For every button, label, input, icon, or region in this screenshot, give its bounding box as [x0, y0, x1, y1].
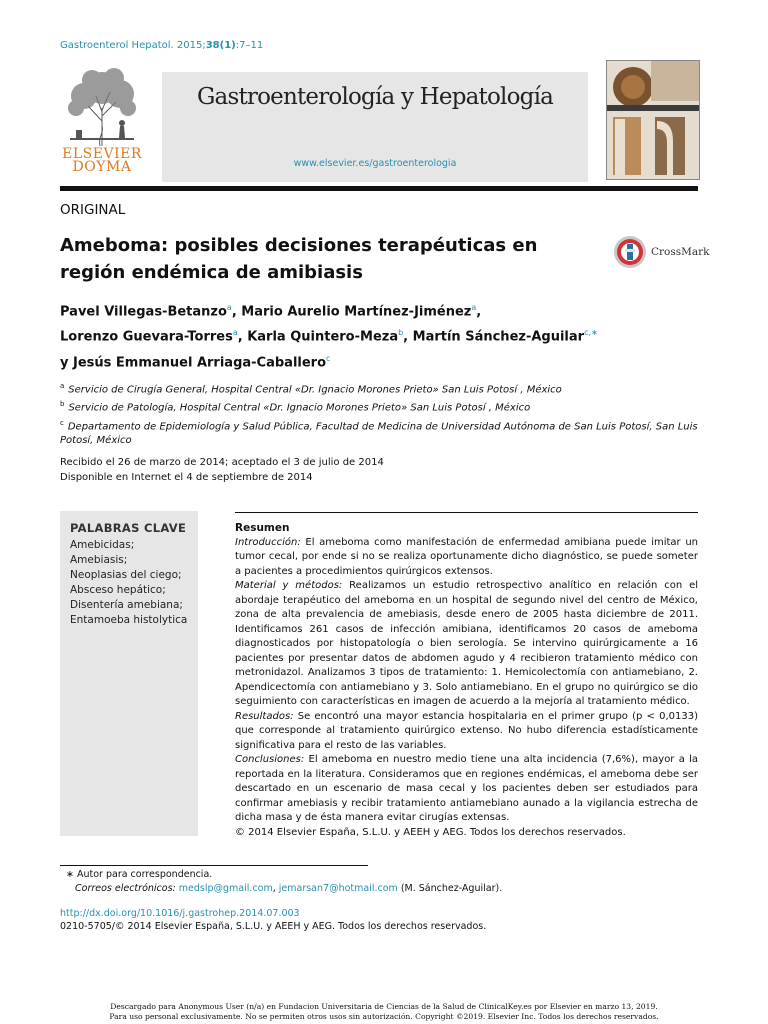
abstract-section-label: Material y métodos:: [235, 580, 343, 591]
abstract-section-label: Resultados:: [235, 710, 294, 722]
crossmark-label: CrossMark: [651, 246, 710, 258]
author-name: Lorenzo Guevara-Torres: [60, 329, 233, 345]
affiliation-mark: a: [60, 382, 65, 390]
download-notice-line: Para uso personal exclusivamente. No se permiten otros usos sin autorización. Copyright ©2019. Elsevier Inc. Todos los derechos reservados.: [109, 1012, 659, 1021]
author-affiliation-mark[interactable]: a: [471, 303, 477, 312]
abstract-section-text: El ameboma como manifestación de enfermedad amibiana puede imitar un tumor cecal, por ende si no se realiza oportunamente dicho diagnóstico, se puede someter a pacientes a procedimientos quirúrgicos extensos.: [235, 536, 698, 577]
abstract-section-label: Introducción:: [235, 536, 301, 548]
affiliation-item: [60, 397, 700, 415]
affiliation-list: [60, 379, 700, 448]
keywords-list: [70, 538, 198, 628]
author-affiliation-mark[interactable]: a: [232, 328, 238, 338]
author-name: Mario Aurelio Martínez-Jiménez: [241, 304, 472, 320]
journal-banner: [162, 72, 588, 182]
citation-text: Gastroenterol Hepatol. 2015;: [60, 40, 206, 51]
journal-cover-image: [606, 60, 700, 180]
affiliation-text: Servicio de Cirugía General, Hospital Central «Dr. Ignacio Morones Prieto» San Luis Potosí , México: [68, 384, 562, 396]
abstract-section: [235, 579, 698, 710]
author-affiliation-mark[interactable]: a: [226, 303, 232, 312]
publisher-line2: DOYMA: [72, 159, 132, 175]
correspondence-footnote: [60, 868, 700, 896]
doi-link[interactable]: http://dx.doi.org/10.1016/j.gastrohep.2014.07.003: [60, 908, 300, 919]
keyword-item: Amebiasis;: [70, 554, 128, 566]
publisher-line1: ELSEVIER: [62, 146, 142, 162]
email-suffix: (M. Sánchez-Aguilar).: [397, 883, 503, 894]
article-dates: [60, 455, 384, 485]
affiliation-item: [60, 379, 700, 397]
abstract-rule: [235, 512, 698, 513]
affiliation-text: Servicio de Patología, Hospital Central «Dr. Ignacio Morones Prieto» San Luis Potosí , México: [68, 402, 531, 414]
author-list: [60, 297, 660, 373]
author-affiliation-mark[interactable]: c,∗: [584, 328, 598, 338]
email-line: [60, 882, 700, 896]
author-separator: ,: [476, 304, 482, 320]
abstract-section: [235, 536, 698, 580]
affiliation-item: [60, 416, 700, 448]
abstract-section: [235, 753, 698, 826]
article-section: ORIGINAL: [60, 202, 126, 218]
citation-pages: :7–11: [235, 40, 264, 51]
received-date: Recibido el 26 de marzo de 2014; aceptado el 3 de julio de 2014: [60, 457, 384, 468]
abstract-section-label: Conclusiones:: [235, 754, 305, 765]
email-label: Correos electrónicos:: [75, 883, 176, 894]
journal-url-link[interactable]: www.elsevier.es/gastroenterologia: [293, 158, 457, 169]
keyword-item: Entamoeba histolytica: [70, 614, 188, 626]
keywords-panel: [60, 511, 198, 836]
keyword-item: Neoplasias del ciego;: [70, 569, 182, 581]
footnote-rule: [60, 865, 368, 866]
email-separator: ,: [272, 883, 279, 894]
abstract-copyright: © 2014 Elsevier España, S.L.U. y AEEH y AEG. Todos los derechos reservados.: [235, 826, 626, 838]
affiliation-text: Departamento de Epidemiología y Salud Pública, Facultad de Medicina de Universidad Autónoma de San Luis Potosí, San Luis Potosí, México: [60, 420, 698, 446]
author-separator: ,: [403, 329, 413, 345]
author-affiliation-mark[interactable]: b: [398, 328, 404, 338]
abstract-block: [235, 521, 698, 840]
abstract-section: [235, 710, 698, 754]
publisher-name: [58, 148, 146, 174]
download-notice-line: Descargado para Anonymous User (n/a) en Fundacion Universitaria de Ciencias de la Salud de ClinicalKey.es por Elsevier en marzo 13, 2019.: [110, 1002, 658, 1011]
author-separator: ,: [231, 304, 242, 320]
keyword-item: Amebicidas;: [70, 539, 135, 551]
header-rule: [60, 186, 698, 191]
issn-line: 0210-5705/© 2014 Elsevier España, S.L.U. y AEEH y AEG. Todos los derechos reservados.: [60, 921, 487, 932]
crossmark-badge[interactable]: [613, 235, 710, 269]
author-separator: ,: [237, 329, 248, 345]
crossmark-icon: [613, 235, 647, 269]
email-link[interactable]: medslp@gmail.com: [178, 883, 273, 894]
citation-volume: 38(1): [205, 40, 236, 51]
article-title: Ameboma: posibles decisiones terapéuticas en región endémica de amibiasis: [60, 235, 538, 283]
download-notice: [0, 1002, 768, 1022]
keyword-item: Disentería amebiana;: [70, 599, 183, 611]
keyword-item: Absceso hepático;: [70, 584, 166, 596]
author-name: Martín Sánchez-Aguilar: [412, 329, 585, 345]
journal-title: Gastroenterología y Hepatología: [196, 84, 554, 110]
correspondence-note: ∗ Autor para correspondencia.: [66, 869, 213, 880]
journal-citation[interactable]: [60, 40, 263, 51]
author-affiliation-mark[interactable]: c: [326, 353, 331, 363]
affiliation-mark: c: [60, 418, 64, 427]
abstract-section-text: El ameboma en nuestro medio tiene una alta incidencia (7,6%), mayor a la reportada en la literatura. Consideramos que en regiones endémicas, el ameboma debe ser descartado en un escenario de masa cecal y los pacientes deben ser estudiados para confirmar amebiasis y recibir tratamiento antiamebiano aunado a la vigilancia estrecha de dicha masa y de ésta manera evitar cirugías extensas.: [235, 754, 698, 823]
tree-icon: [58, 66, 146, 148]
email-link[interactable]: jemarsan7@hotmail.com: [278, 883, 398, 894]
keywords-heading: PALABRAS CLAVE: [70, 521, 187, 535]
elsevier-logo: [58, 66, 146, 180]
abstract-section-text: Realizamos un estudio retrospectivo analítico en relación con el abordaje terapéutico del ameboma en un hospital de segundo nivel del centro de México, zona de alta prevalencia de amebiasis, desde enero de 2005 hasta diciembre de 2011. Identificamos 261 casos de infección amibiana, identificamos 20 casos de ameboma diagnosticados por histopatología o bien serología. Se intervino quirúrgicamente a 16 pacientes por presentar datos de abdomen agudo y 4 recibieron tratamiento médico con metronidazol. Analizamos 3 tipos de tratamiento: 1. Hemicolectomía con antiamebiano, 2. Apendicectomía con antiamebiano y 3. Solo antiamebiano. En el grupo no quirúrgico se dio seguimiento con características en imagen de acuerdo a la mejoría al tratamiento médico.: [235, 580, 698, 707]
abstract-heading: Resumen: [235, 522, 290, 534]
author-name: Pavel Villegas-Betanzo: [60, 304, 227, 320]
author-name: y Jesús Emmanuel Arriaga-Caballero: [60, 354, 327, 370]
online-date: Disponible en Internet el 4 de septiembre de 2014: [60, 472, 313, 483]
affiliation-mark: b: [60, 400, 65, 409]
author-name: Karla Quintero-Meza: [247, 329, 399, 345]
abstract-section-text: Se encontró una mayor estancia hospitalaria en el primer grupo (p < 0,0133) que corresponde al tratamiento quirúrgico extenso. No hubo diferencia estadísticamente significativa para el resto de las variables.: [235, 710, 698, 751]
